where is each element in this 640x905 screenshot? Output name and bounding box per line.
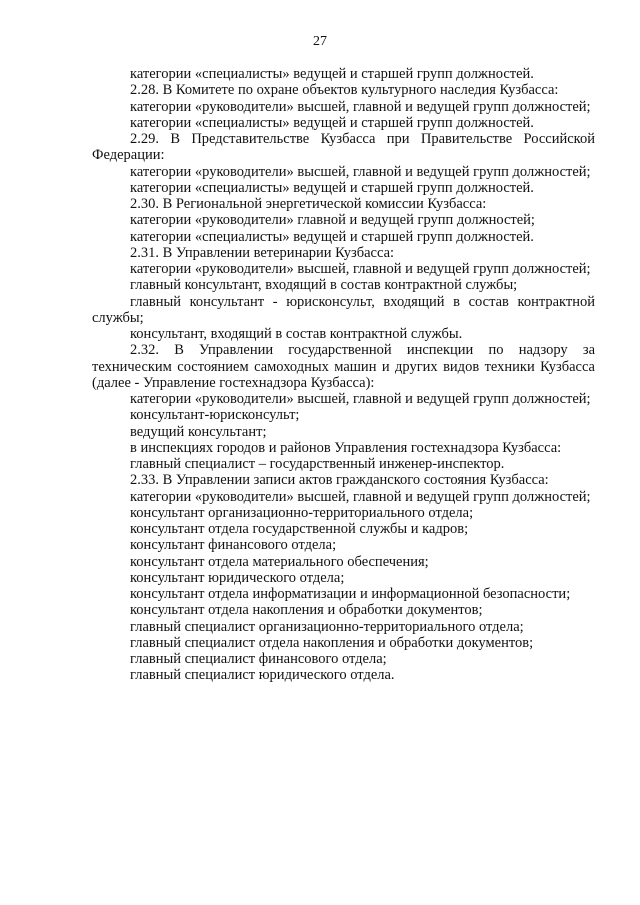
paragraph: главный специалист отдела накопления и обработки документов; [130,634,534,651]
section-heading-2-28: 2.28. В Комитете по охране объектов культурного наследия Кузбасса: [130,82,559,99]
paragraph: консультант юридического отдела; [130,569,345,586]
section-heading-2-32: 2.32. В Управлении государственной инспекции по надзору за техническим состоянием самоходных машин и других видов техники Кузбасса (далее - Управление гостехнадзора Кузбасса): [92,342,595,391]
paragraph: главный консультант, входящий в состав контрактной службы; [130,277,518,294]
section-heading-2-31: 2.31. В Управлении ветеринарии Кузбасса: [130,244,395,261]
section-heading-2-33: 2.33. В Управлении записи актов гражданского состояния Кузбасса: [130,472,549,489]
paragraph: ведущий консультант; [130,423,267,440]
paragraph: категории «руководители» высшей, главной и ведущей групп должностей; [130,163,591,180]
paragraph: консультант отдела накопления и обработки документов; [130,602,483,619]
paragraph: консультант финансового отдела; [130,537,337,554]
paragraph: главный специалист – государственный инженер-инспектор. [130,456,505,472]
paragraph: в инспекциях городов и районов Управления гостехнадзора Кузбасса: [130,439,562,456]
paragraph: категории «руководители» высшей, главной и ведущей групп должностей; [130,391,591,407]
paragraph: главный специалист организационно-территориального отдела; [130,618,524,635]
paragraph: категории «специалисты» ведущей и старшей групп должностей. [130,179,534,196]
paragraph: главный специалист юридического отдела. [130,667,395,684]
document-body [92,66,595,684]
section-heading-2-29: 2.29. В Представительстве Кузбасса при Правительстве Российской Федерации: [92,131,595,164]
paragraph: консультант организационно-территориального отдела; [130,504,474,521]
paragraph: категории «специалисты» ведущей и старшей групп должностей. [130,66,534,82]
paragraph: консультант отдела государственной службы и кадров; [130,521,469,537]
paragraph: главный консультант - юрисконсульт, входящий в состав контрактной службы; [92,293,595,326]
paragraph: консультант отдела материального обеспечения; [130,553,429,570]
section-heading-2-30: 2.30. В Региональной энергетической комиссии Кузбасса: [130,196,487,212]
paragraph: категории «руководители» высшей, главной и ведущей групп должностей; [130,261,591,277]
page-number: 27 [313,34,327,49]
paragraph: консультант-юрисконсульт; [130,407,300,424]
paragraph: консультант, входящий в состав контрактной службы. [130,326,463,342]
paragraph: категории «специалисты» ведущей и старшей групп должностей. [130,228,534,245]
paragraph: категории «руководители» главной и ведущей групп должностей; [130,212,535,229]
paragraph: категории «специалисты» ведущей и старшей групп должностей. [130,114,534,131]
paragraph: категории «руководители» высшей, главной и ведущей групп должностей; [130,98,591,115]
paragraph: главный специалист финансового отдела; [130,651,387,667]
paragraph: консультант отдела информатизации и информационной безопасности; [130,586,571,602]
paragraph: категории «руководители» высшей, главной и ведущей групп должностей; [130,488,591,505]
